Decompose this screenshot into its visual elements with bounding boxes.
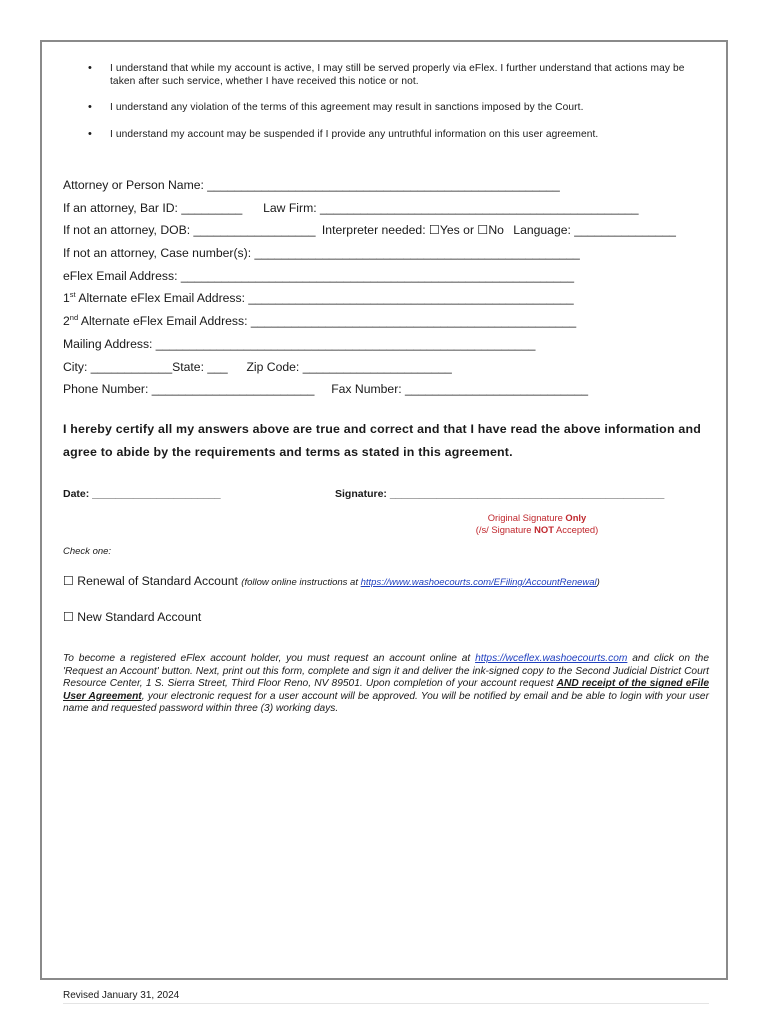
check-one-label: Check one:: [63, 546, 112, 557]
page-frame: [40, 40, 728, 980]
alt-email-1-field[interactable]: [63, 287, 713, 310]
bar-id-field[interactable]: If an attorney, Bar ID: _________: [63, 200, 243, 215]
city-state-zip-row: [63, 356, 713, 379]
bullet-suspension: • I understand my account may be suspended if I provide any untruthful information on this user agreement.: [88, 128, 710, 141]
agreement-bullets: [88, 62, 710, 155]
date-field[interactable]: Date: ______________________: [63, 488, 221, 500]
mailing-address-field[interactable]: Mailing Address: ________________________________________________________: [63, 336, 536, 351]
renewal-note: [241, 577, 600, 588]
case-number-field[interactable]: If not an attorney, Case number(s): ________________________________________________: [63, 246, 580, 261]
instructions-part2: and click on the 'Request an Account' button. Next, print out this form, complete and sign it and deliver the ink-signed copy to the Second Judicial District Court Resource Center, 1 S. Sierra Street, Third Floor Reno, NV 89501. Upon completion of your account request: [63, 653, 709, 690]
city-field[interactable]: City: ____________: [63, 359, 173, 374]
renewal-note-close: ): [596, 577, 600, 588]
alt-email-1-ordinal: 1: [63, 291, 70, 306]
instructions-emphasis: AND receipt of the signed eFile User Agreement: [63, 678, 709, 702]
user-info-form: [63, 174, 713, 401]
signature-note-only: Only: [565, 512, 587, 523]
state-field[interactable]: State: ___: [172, 359, 228, 374]
alt-email-2-suffix: nd: [69, 313, 79, 323]
dob-field[interactable]: If not an attorney, DOB: __________________: [63, 223, 316, 238]
alt-email-2-label: Alternate eFlex Email Address: ________________________________________________: [78, 314, 577, 329]
phone-field[interactable]: Phone Number: ________________________: [63, 382, 315, 397]
signature-note: [452, 512, 622, 536]
instructions-paragraph: [63, 653, 709, 716]
alt-email-1-label: Alternate eFlex Email Address: ________________________________________________: [75, 291, 574, 306]
bullet-service: • I understand that while my account is active, I may still be served properly via eFlex. I further understand that actions may be taken after such service, whether I have received this notice or not.: [88, 62, 710, 88]
alt-email-2-ordinal: 2: [63, 314, 70, 329]
eflex-request-link[interactable]: https://wceflex.washoecourts.com: [475, 653, 628, 664]
renewal-note-text: (follow online instructions at: [241, 577, 361, 588]
zip-field[interactable]: Zip Code: ______________________: [246, 359, 452, 374]
signature-note-not: NOT: [534, 524, 554, 535]
instructions-part1: To become a registered eFlex account holder, you must request an account online at: [63, 653, 476, 664]
alt-email-1-suffix: st: [69, 290, 76, 300]
signature-row: [63, 488, 713, 500]
renewal-option[interactable]: [63, 574, 600, 588]
instructions-part3: , your electronic request for a user account will be approved. You will be notified by email and be able to login with your user name and requested password within three (3) working days.: [63, 690, 709, 715]
signature-note-accepted: Accepted): [553, 524, 599, 535]
bar-firm-row: [63, 197, 713, 220]
alt-email-2-field[interactable]: [63, 310, 713, 333]
renewal-checkbox-label[interactable]: ☐ Renewal of Standard Account: [63, 574, 242, 588]
footer-divider: [63, 1003, 709, 1004]
signature-note-line1: Original Signature: [487, 512, 566, 523]
name-field[interactable]: Attorney or Person Name: ____________________________________________________: [63, 178, 560, 192]
dob-row: [63, 219, 713, 242]
fax-field[interactable]: Fax Number: ___________________________: [331, 382, 589, 397]
signature-note-line2: (/s/ Signature: [475, 524, 535, 535]
language-field[interactable]: Language: _______________: [513, 223, 676, 238]
law-firm-field[interactable]: Law Firm: _______________________________________________: [263, 200, 639, 215]
certification-statement: I hereby certify all my answers above are true and correct and that I have read the above information and agree to abide by the requirements and terms as stated in this agreement.: [63, 422, 701, 459]
revision-date: Revised January 31, 2024: [63, 990, 180, 1001]
phone-fax-row: [63, 378, 713, 401]
bullet-sanctions: • I understand any violation of the terms of this agreement may result in sanctions imposed by the Court.: [88, 101, 710, 114]
email-field[interactable]: eFlex Email Address: __________________________________________________________: [63, 268, 574, 283]
renewal-link[interactable]: https://www.washoecourts.com/EFiling/AccountRenewal: [360, 577, 597, 588]
interpreter-field[interactable]: Interpreter needed: ☐Yes or ☐No: [321, 223, 504, 238]
new-account-option[interactable]: ☐ New Standard Account: [63, 610, 202, 624]
signature-field[interactable]: Signature: _______________________________________________: [335, 488, 665, 500]
